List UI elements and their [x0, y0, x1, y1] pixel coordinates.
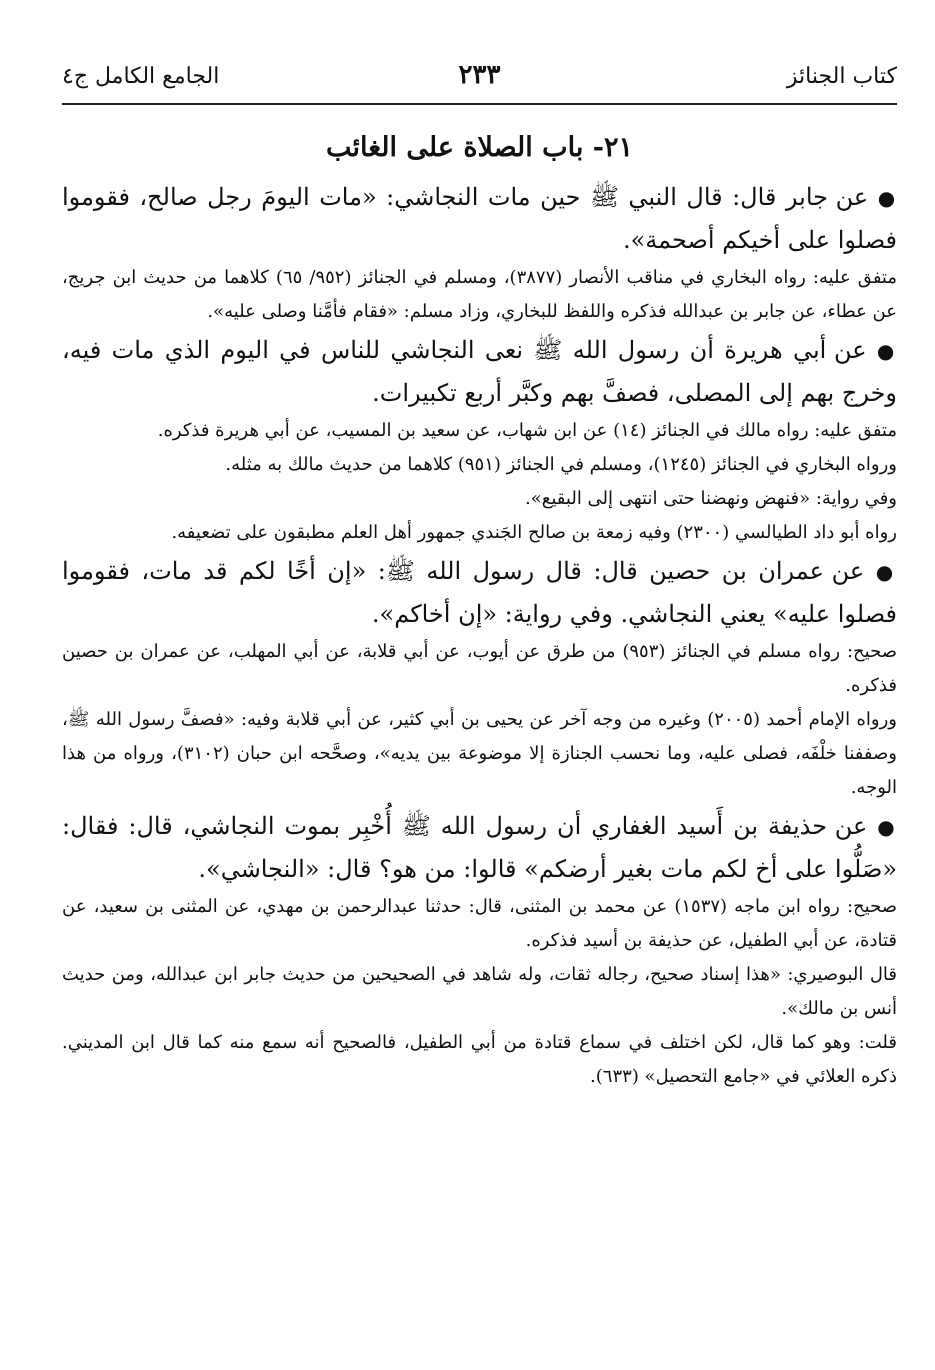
commentary-paragraph: وفي رواية: «فنهض ونهضنا حتى انتهى إلى البقيع». — [525, 488, 897, 509]
hadith-paragraph — [62, 329, 897, 414]
bullet-icon: ● — [876, 339, 897, 363]
page-header — [62, 58, 897, 102]
commentary-paragraph: متفق عليه: رواه مالك في الجنائز (١٤) عن ابن شهاب، عن سعيد بن المسيب، عن أبي هريرة فذكره. — [157, 420, 897, 441]
commentary-paragraph: متفق عليه: رواه البخاري في مناقب الأنصار (٣٨٧٧)، ومسلم في الجنائز (٩٥٢/ ٦٥) كلاهما من حديث ابن جريج، عن عطاء، عن جابر بن عبدالله فذكره واللفظ للبخاري، وزاد مسلم: «فقام فأمَّنا وصلى عليه». — [62, 267, 897, 322]
hadith-paragraph — [62, 176, 897, 261]
bullet-icon: ● — [875, 560, 897, 584]
hadith-text: عن حذيفة بن أَسيد الغفاري أن رسول الله ﷺ أُخْبِر بموت النجاشي، قال: فقال: «صَلُّوا على أخ لكم مات بغير أرضكم» قالوا: من هو؟ قال: «النجاشي». — [62, 812, 897, 883]
bullet-icon: ● — [877, 815, 897, 839]
commentary-paragraph: صحيح: رواه مسلم في الجنائز (٩٥٣) من طرق عن أيوب، عن أبي قلابة، عن أبي المهلب، عن عمران بن حصين فذكره. — [62, 641, 897, 696]
commentary-paragraph: رواه أبو داد الطيالسي (٢٣٠٠) وفيه زمعة بن صالح الجَندي جمهور أهل العلم مطبقون على تضعيفه. — [171, 522, 897, 543]
page-content — [62, 120, 897, 1094]
hadith-paragraph — [62, 550, 897, 635]
bullet-icon: ● — [877, 186, 897, 210]
header-rule — [62, 103, 897, 105]
commentary-paragraph: قال البوصيري: «هذا إسناد صحيح، رجاله ثقات، وله شاهد في الصحيحين من حديث جابر ابن عبدالله، ومن حديث أنس بن مالك». — [62, 964, 897, 1019]
commentary-paragraph: ورواه الإمام أحمد (٢٠٠٥) وغيره من وجه آخر عن يحيى بن أبي كثير، عن أبي قلابة وفيه: «فصفَّ رسول الله ﷺ، وصففنا خلْفَه، فصلى عليه، وما نحسب الجنازة إلا موضوعة بين يديه»، وصحَّحه ابن حبان (٣١٠٢)، ورواه من هذا الوجه. — [62, 709, 897, 798]
header-book-title: كتاب الجنائز — [786, 64, 897, 89]
commentary-paragraph: قلت: وهو كما قال، لكن اختلف في سماع قتادة من أبي الطفيل، فالصحيح أنه سمع منه كما قال ابن المديني. ذكره العلائي في «جامع التحصيل» (٦٣٣). — [62, 1032, 897, 1087]
commentary-paragraph: صحيح: رواه ابن ماجه (١٥٣٧) عن محمد بن المثنى، قال: حدثنا عبدالرحمن بن مهدي، عن المثنى بن سعيد، عن قتادة، عن أبي الطفيل، عن حذيفة بن أسيد فذكره. — [62, 896, 897, 951]
chapter-title: ٢١- باب الصلاة على الغائب — [326, 132, 633, 163]
page-number: ٢٣٣ — [458, 60, 501, 90]
hadith-text: عن جابر قال: قال النبي ﷺ حين مات النجاشي: «مات اليومَ رجل صالح، فقوموا فصلوا على أخيكم أصحمة». — [62, 183, 897, 254]
header-volume: الجامع الكامل ج٤ — [62, 64, 220, 89]
hadith-text: عن أبي هريرة أن رسول الله ﷺ نعى النجاشي للناس في اليوم الذي مات فيه، وخرج بهم إلى المصلى، فصفَّ بهم وكبَّر أربع تكبيرات. — [62, 336, 897, 407]
hadith-text: عن عمران بن حصين قال: قال رسول الله ﷺ: «إن أخًا لكم قد مات، فقوموا فصلوا عليه» يعني النجاشي. وفي رواية: «إن أخاكم». — [62, 557, 897, 628]
commentary-paragraph: ورواه البخاري في الجنائز (١٢٤٥)، ومسلم في الجنائز (٩٥١) كلاهما من حديث مالك به مثله. — [225, 454, 897, 475]
hadith-paragraph — [62, 805, 897, 890]
